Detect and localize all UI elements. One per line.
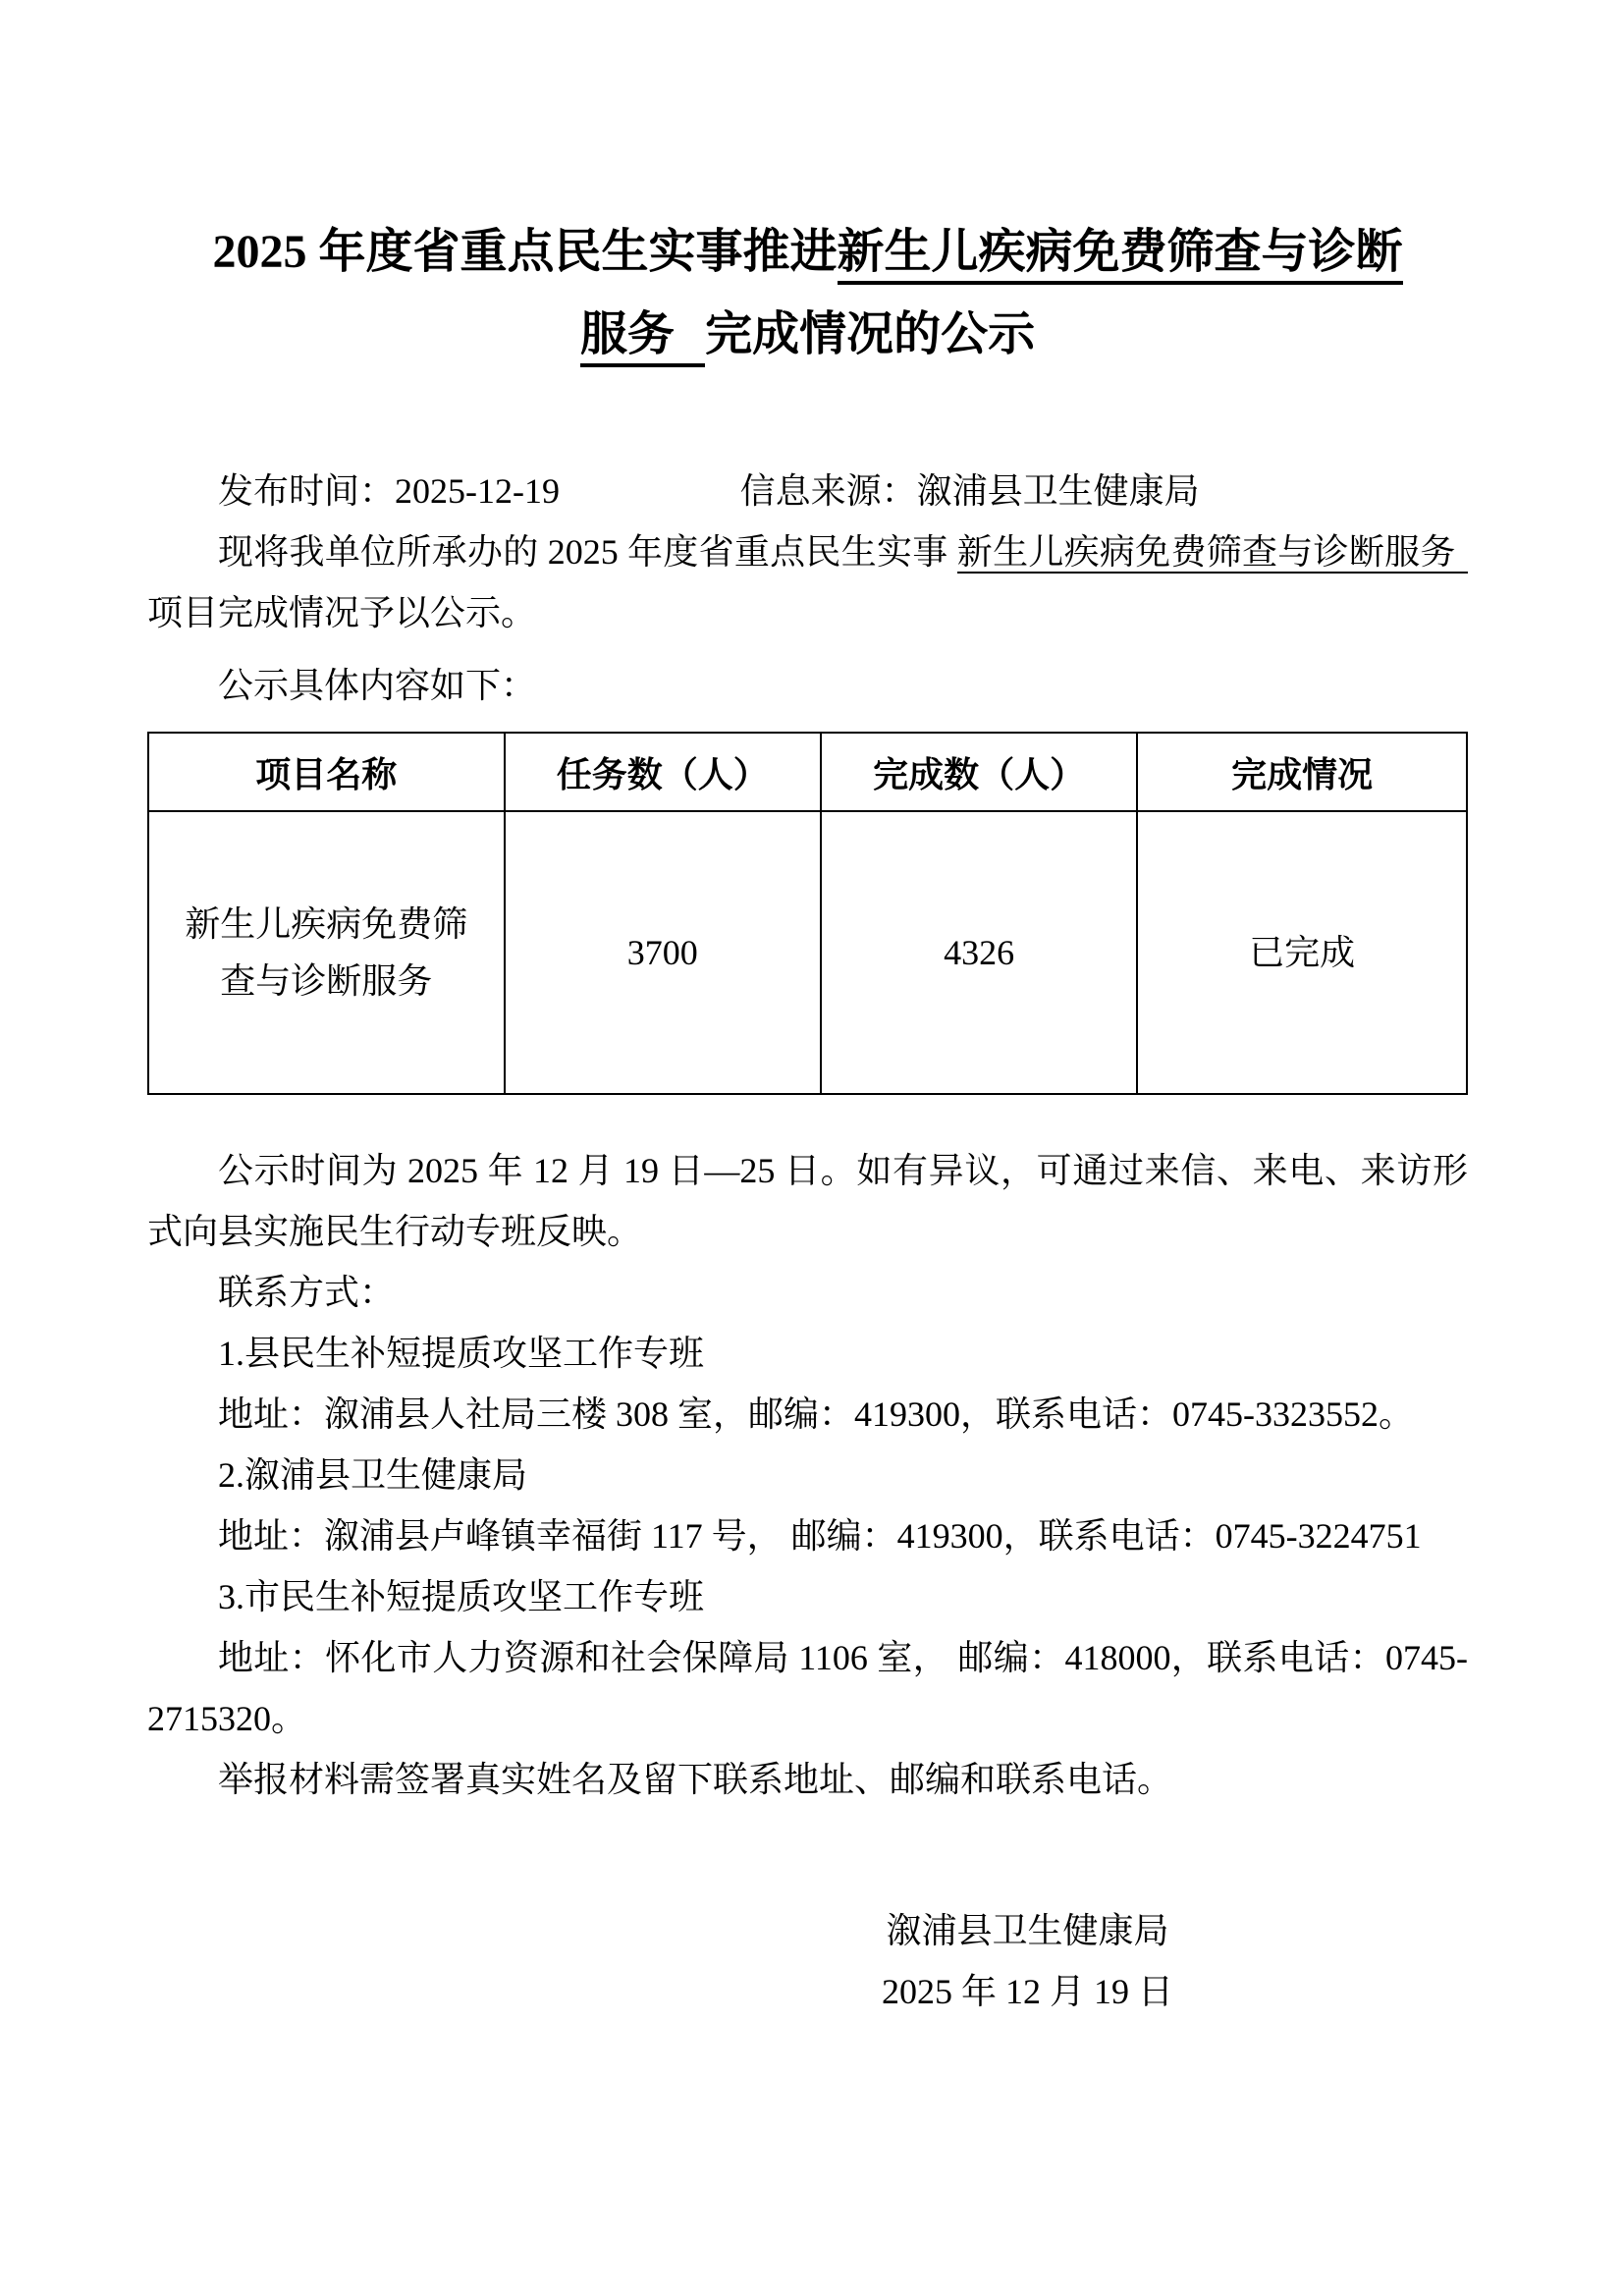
document-body	[147, 461, 1468, 2022]
page-title	[147, 211, 1468, 376]
cell-task-count: 3700	[505, 811, 821, 1094]
meta-line	[147, 461, 1468, 521]
signature-org: 溆浦县卫生健康局	[886, 1911, 1169, 1950]
title-line-2	[147, 294, 1468, 376]
intro-underlined-project: 新生儿疾病免费筛查与诊断服务	[957, 532, 1468, 574]
title-line-2-plain: 完成情况的公示	[705, 308, 1036, 360]
table-header-row	[148, 733, 1467, 811]
intro-pre: 现将我单位所承办的 2025 年度省重点民生实事	[218, 532, 957, 572]
title-line-1-plain: 2025 年度省重点民生实事推进	[212, 226, 838, 278]
title-line-1-underlined: 新生儿疾病免费筛查与诊断	[838, 226, 1403, 285]
completion-table	[147, 732, 1468, 1095]
cell-completed-count: 4326	[821, 811, 1137, 1094]
contact-3-address: 地址：怀化市人力资源和社会保障局 1106 室， 邮编：418000，联系电话：0745-2715320。	[147, 1638, 1468, 1738]
contact-1-address: 地址：溆浦县人社局三楼 308 室，邮编：419300，联系电话：0745-3323552。	[218, 1394, 1414, 1434]
notes-section	[147, 1140, 1468, 1810]
header-task-count: 任务数（人）	[505, 733, 821, 811]
table-row	[148, 811, 1467, 1094]
contact-1-title: 1.县民生补短提质攻坚工作专班	[218, 1334, 705, 1373]
signature-block	[882, 1900, 1173, 2022]
info-source: 信息来源：溆浦县卫生健康局	[739, 471, 1200, 511]
contact-methods-label: 联系方式：	[218, 1273, 396, 1312]
report-requirement-paragraph: 举报材料需签署真实姓名及留下联系地址、邮编和联系电话。	[218, 1760, 1173, 1799]
header-project-name: 项目名称	[148, 733, 505, 811]
cell-project-name: 新生儿疾病免费筛查与诊断服务	[148, 811, 505, 1094]
contact-2-address: 地址：溆浦县卢峰镇幸福街 117 号， 邮编：419300，联系电话：0745-3224751	[218, 1516, 1422, 1556]
intro-post: 项目完成情况予以公示。	[147, 593, 537, 632]
title-line-1	[147, 211, 1468, 294]
contact-3-title: 3.市民生补短提质攻坚工作专班	[218, 1577, 705, 1616]
table-lead: 公示具体内容如下：	[218, 666, 537, 705]
header-completed-count: 完成数（人）	[821, 733, 1137, 811]
cell-completion-status: 已完成	[1137, 811, 1467, 1094]
publicity-period-paragraph: 公示时间为 2025 年 12 月 19 日—25 日。如有异议，可通过来信、来电、来访形式向县实施民生行动专班反映。	[147, 1151, 1468, 1251]
intro-paragraph	[147, 521, 1468, 643]
publish-time: 发布时间：2025-12-19	[218, 471, 560, 511]
header-completion-status: 完成情况	[1137, 733, 1467, 811]
title-line-2-underlined: 服务	[580, 308, 705, 367]
signature-date: 2025 年 12 月 19 日	[881, 1972, 1173, 2011]
contact-2-title: 2.溆浦县卫生健康局	[218, 1455, 528, 1495]
